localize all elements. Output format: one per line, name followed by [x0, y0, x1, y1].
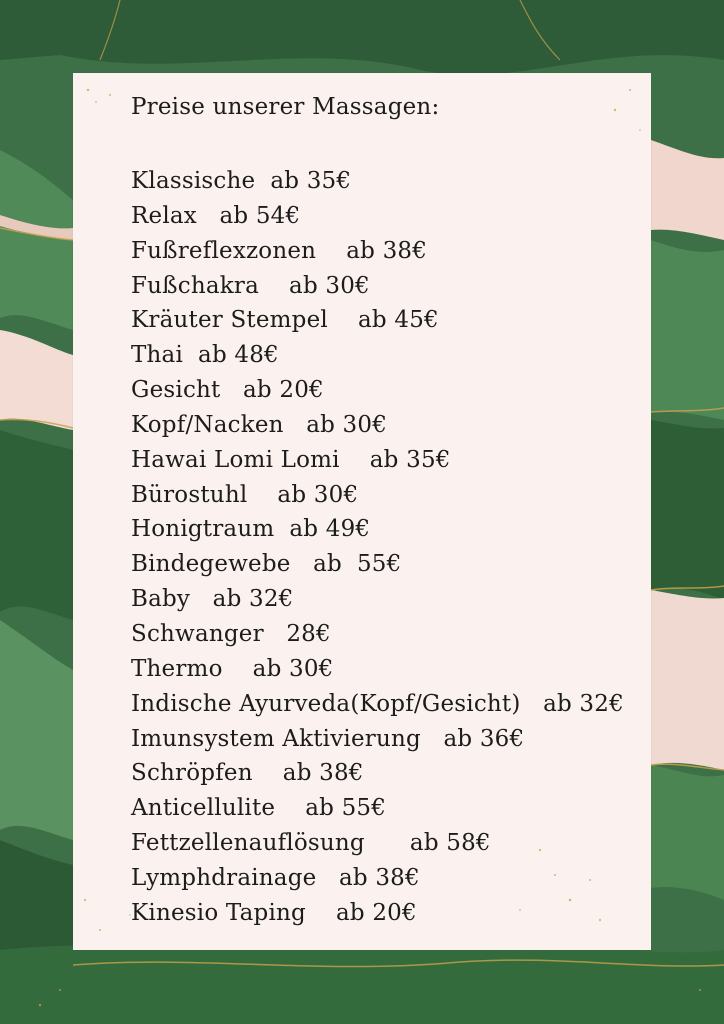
price-item: Relax ab 54€ — [131, 202, 301, 229]
price-item: Honigtraum ab 49€ — [131, 516, 371, 543]
price-item: Baby ab 32€ — [131, 586, 294, 613]
price-item: Imunsystem Aktivierung ab 36€ — [131, 725, 525, 752]
price-item: Gesicht ab 20€ — [131, 377, 324, 404]
price-item: Lymphdrainage ab 38€ — [131, 864, 420, 891]
price-item: Indische Ayurveda(Kopf/Gesicht) ab 32€ — [131, 690, 624, 717]
price-item: Bindegewebe ab 55€ — [131, 551, 402, 578]
price-item: Schwanger 28€ — [131, 620, 331, 647]
price-item: Anticellulite ab 55€ — [131, 795, 387, 822]
price-item: Thermo ab 30€ — [131, 655, 334, 682]
price-item: Thai ab 48€ — [131, 342, 279, 369]
price-item: Schröpfen ab 38€ — [131, 760, 364, 787]
price-card — [73, 73, 651, 950]
price-item: Kopf/Nacken ab 30€ — [131, 411, 388, 438]
page-title: Preise unserer Massagen: — [131, 94, 440, 120]
price-item: Fettzellenauflösung ab 58€ — [131, 830, 491, 857]
price-item: Kräuter Stempel ab 45€ — [131, 307, 439, 334]
price-item: Fußchakra ab 30€ — [131, 272, 370, 299]
price-item: Kinesio Taping ab 20€ — [131, 899, 417, 926]
price-item: Hawai Lomi Lomi ab 35€ — [131, 446, 451, 473]
price-item: Klassische ab 35€ — [131, 168, 352, 194]
price-list — [131, 164, 624, 931]
price-item: Fußreflexzonen ab 38€ — [131, 237, 428, 264]
price-item: Bürostuhl ab 30€ — [131, 481, 359, 508]
